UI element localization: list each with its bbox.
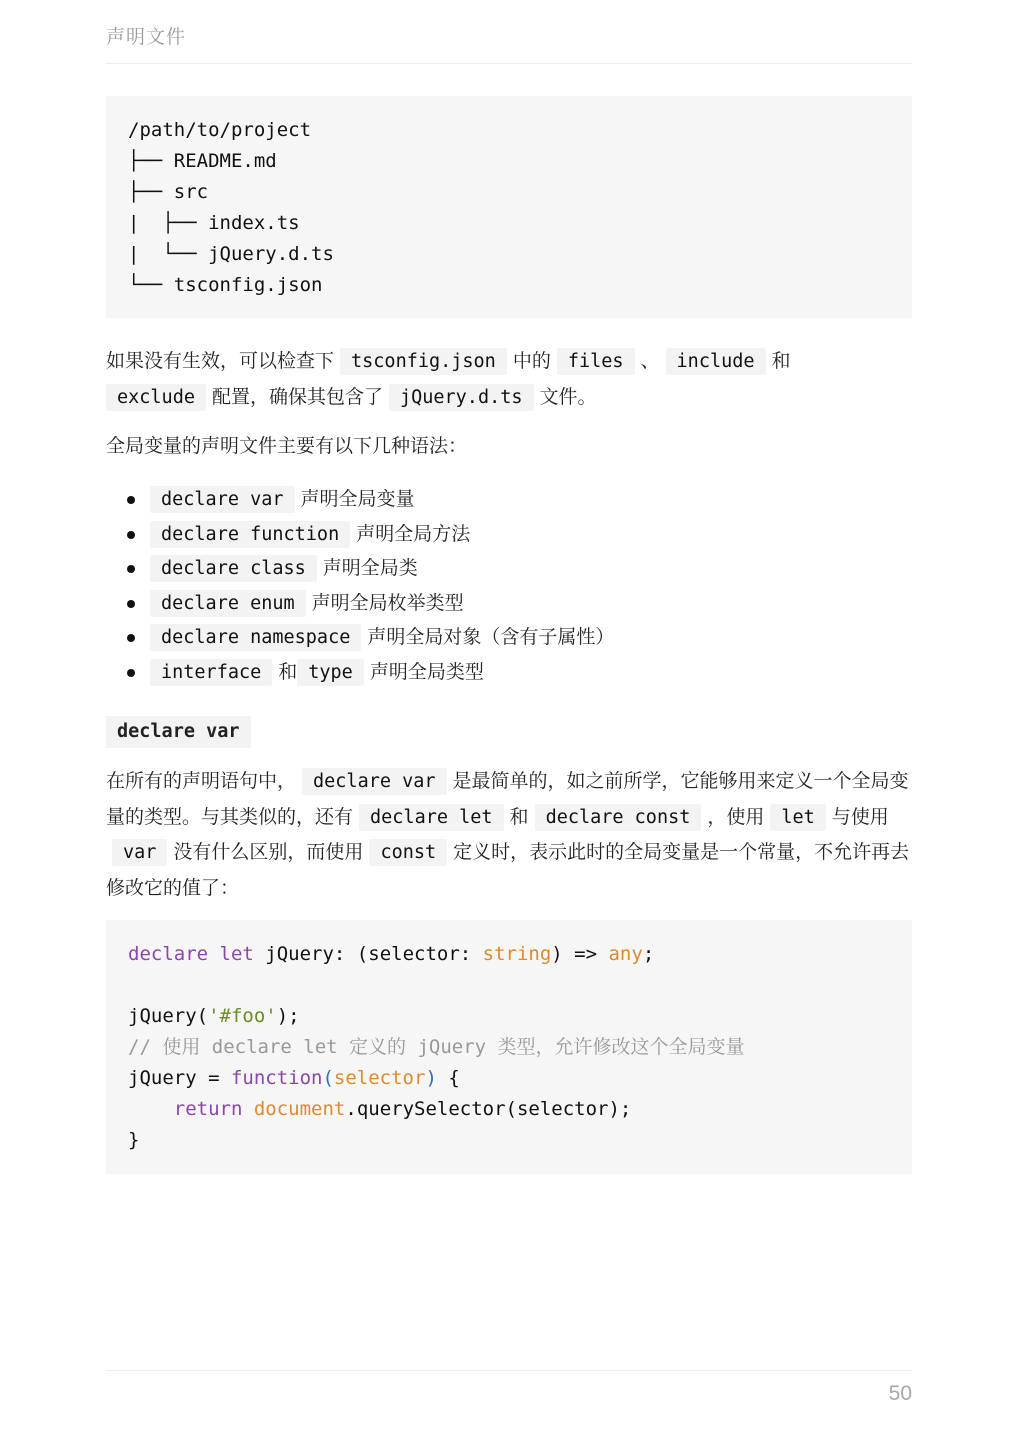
list-item [106, 482, 912, 517]
inline-code: exclude [106, 384, 206, 411]
list-item-desc: 声明全局类型 [369, 660, 484, 683]
inline-code: declare enum [150, 590, 306, 617]
code-line [128, 1063, 890, 1094]
code-line: } [128, 1129, 140, 1151]
list-item-desc: 声明全局变量 [300, 488, 415, 510]
type-token: string [482, 943, 552, 965]
text: 在所有的声明语句中， [106, 770, 297, 792]
list-item-desc: 声明全局类 [322, 557, 418, 579]
list-item-desc: 声明全局方法 [356, 522, 471, 545]
inline-code: tsconfig.json [340, 348, 507, 375]
inline-code: jQuery.d.ts [389, 384, 534, 411]
running-header: 声明文件 [106, 26, 187, 48]
inline-code: interface [150, 659, 272, 686]
text: 和 [771, 350, 791, 372]
section-heading: declare var [106, 716, 251, 748]
code-line [128, 939, 890, 970]
inline-code: declare const [535, 804, 702, 831]
builtin-token: document [253, 1098, 346, 1120]
syntax-list [106, 482, 912, 689]
text: 是最简单的，如之前所学，它能够用来定义一个全局变量的类型。与其类似的，还有 [106, 770, 909, 828]
directory-tree-code-block [106, 96, 912, 318]
paragraph-syntax-intro: 全局变量的声明文件主要有以下几种语法： [106, 435, 468, 457]
code-line: └── tsconfig.json [128, 274, 323, 296]
text: 和 [278, 660, 298, 683]
inline-code: declare var [150, 486, 295, 513]
code-text: jQuery = [128, 1067, 231, 1089]
keyword: return [173, 1098, 243, 1120]
list-item-desc: 声明全局对象（含有子属性） [367, 626, 615, 648]
paren-token: ) [425, 1067, 437, 1089]
inline-code: type [297, 659, 364, 686]
param-token: selector [333, 1067, 426, 1089]
header-divider [106, 63, 912, 64]
text: 文件。 [539, 385, 597, 408]
inline-code: declare class [150, 555, 317, 582]
paren-token: ( [322, 1067, 334, 1089]
code-text: jQuery( [128, 1005, 209, 1027]
inline-code: files [557, 348, 635, 375]
inline-code: declare var [302, 768, 447, 795]
list-item [106, 620, 912, 655]
page-number: 50 [888, 1382, 912, 1405]
text: 、 [640, 350, 660, 372]
code-line: /path/to/project [128, 119, 312, 141]
inline-code: const [369, 839, 447, 866]
inline-code: declare let [359, 804, 504, 831]
code-text: ) => [551, 943, 609, 965]
text: 如果没有生效，可以检查下 [106, 350, 335, 372]
keyword: let [219, 943, 254, 965]
list-item [106, 655, 912, 690]
text: 中的 [512, 350, 551, 372]
list-item [106, 586, 912, 621]
code-text: ; [642, 943, 655, 965]
code-line [128, 1094, 890, 1125]
code-text: ); [276, 1005, 300, 1027]
list-item [106, 551, 912, 586]
declare-let-code-block [106, 920, 912, 1174]
text: 没有什么区别，而使用 [173, 841, 364, 863]
code-line: ├── README.md [128, 150, 277, 172]
text: 定义时，表示此时的全局变量是一个常量，不允许再去修改它的值了： [106, 841, 910, 899]
code-line: | ├── index.ts [128, 212, 300, 234]
code-text: { [436, 1067, 460, 1089]
code-line: ├── src [128, 181, 209, 203]
keyword: function [230, 1067, 323, 1089]
code-line [128, 1001, 890, 1032]
indent [128, 1098, 174, 1120]
code-text: .querySelector(selector); [345, 1098, 632, 1120]
footer-divider [106, 1370, 912, 1371]
inline-code: declare namespace [150, 624, 361, 651]
string-token: '#foo' [208, 1005, 277, 1027]
list-item [106, 517, 912, 552]
text: 配置，确保其包含了 [211, 385, 383, 408]
type-token: any [608, 943, 643, 965]
code-text: jQuery: (selector: [253, 943, 483, 965]
inline-code: include [666, 348, 766, 375]
text: ，使用 [707, 805, 765, 828]
inline-code: declare function [150, 521, 350, 548]
paragraph-declare-var [106, 764, 912, 905]
paragraph-tsconfig-check [106, 344, 912, 415]
code-comment: // 使用 declare let 定义的 jQuery 类型，允许修改这个全局变量 [128, 1036, 745, 1058]
code-line: | └── jQuery.d.ts [128, 243, 334, 265]
list-item-desc: 声明全局枚举类型 [311, 591, 464, 614]
blank-code-line [128, 970, 890, 1001]
keyword: declare [128, 943, 209, 965]
text: 与使用 [831, 805, 889, 828]
text: 和 [509, 805, 529, 828]
inline-code: let [770, 804, 825, 831]
inline-code: var [112, 839, 167, 866]
